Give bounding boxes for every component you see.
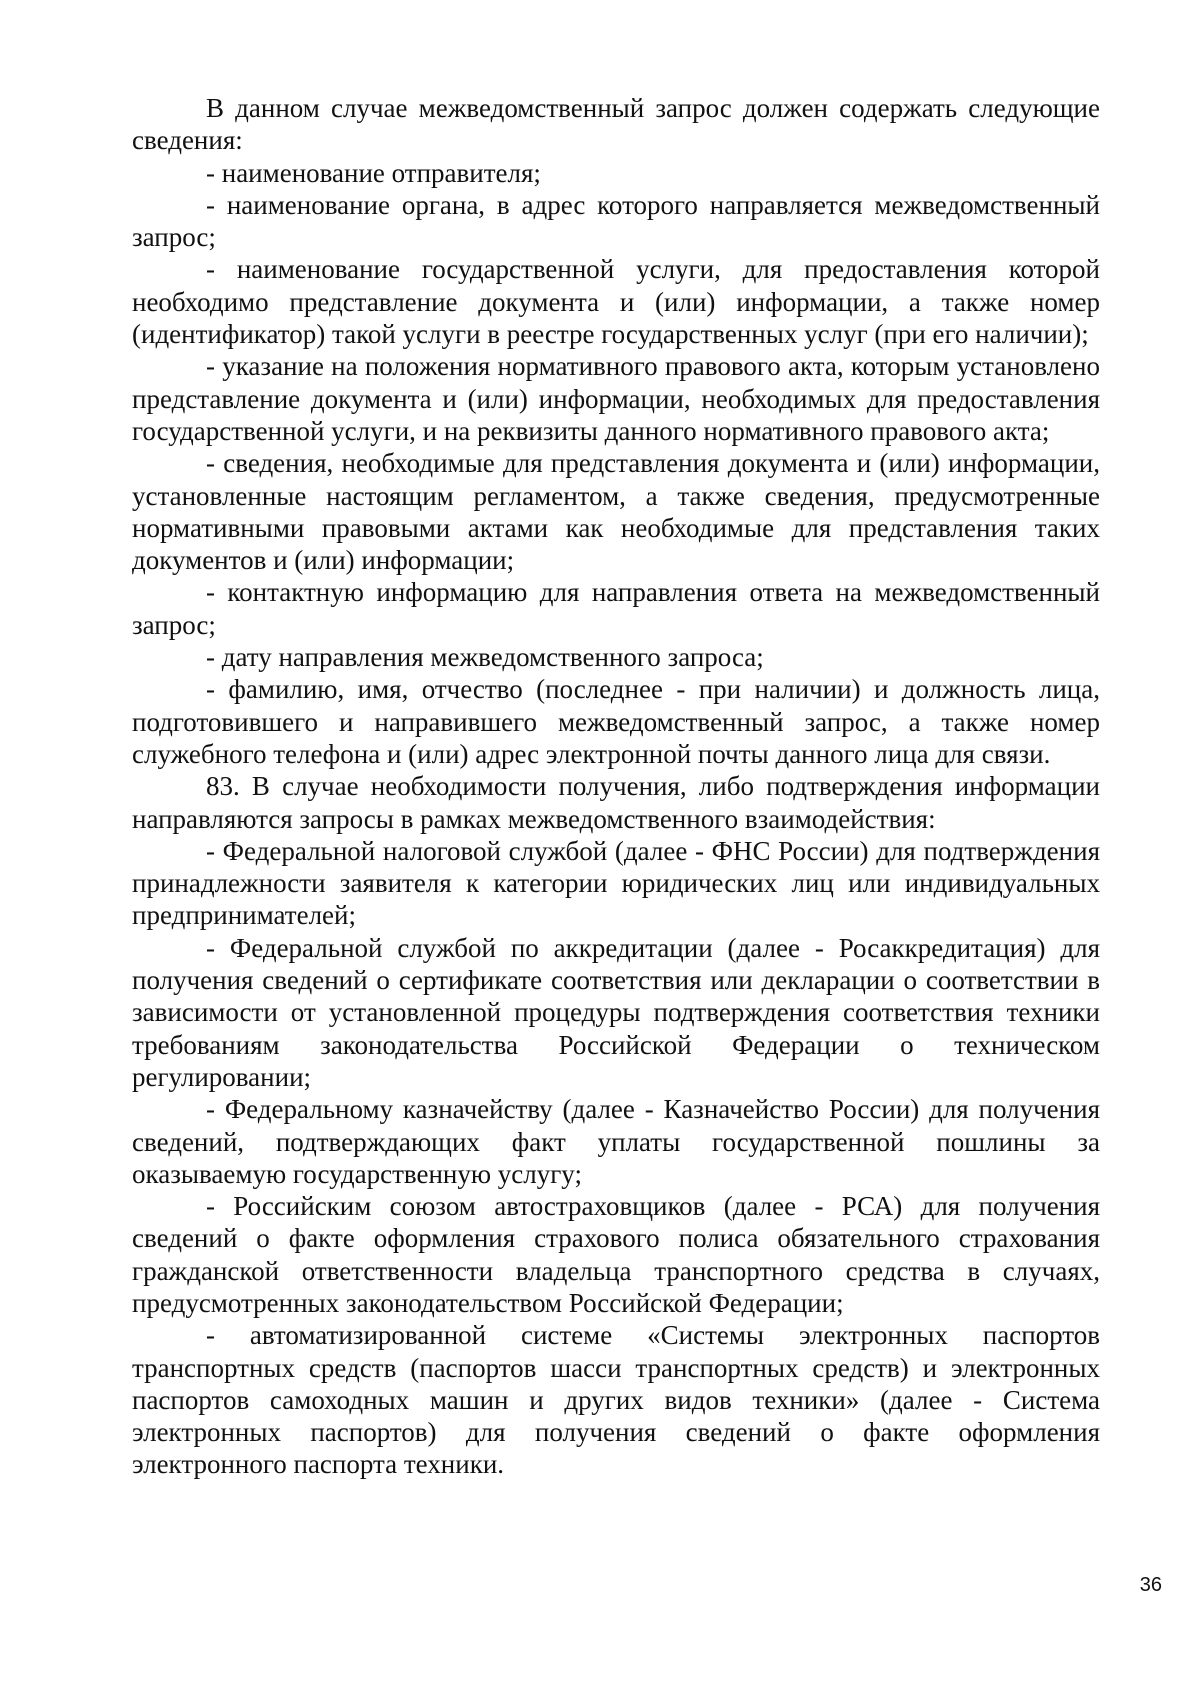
list-item-rosakkreditatsiya: - Федеральной службой по аккредитации (далее - Росаккредитация) для получения сведений о сертификате соответствия или декларации о соответствии в зависимости от установленной процедуры подтверждения соответствия техники требованиям законодательства Российской Федерации о техническом регулировании; bbox=[132, 932, 1100, 1092]
list-item-service-name: - наименование государственной услуги, для предоставления которой необходимо представление документа и (или) информации, а также номер (идентификатор) такой услуги в реестре государственных услуг (при его наличии); bbox=[132, 254, 1100, 350]
list-item-request-date: - дату направления межведомственного запроса; bbox=[206, 642, 764, 673]
list-item-recipient-body: - наименование органа, в адрес которого направляется межведомственный запрос; bbox=[132, 189, 1100, 253]
list-item-legal-act: - указание на положения нормативного правового акта, которым установлено представление документа и (или) информации, необходимых для предоставления государственной услуги, и на реквизиты данного нормативного правового акта; bbox=[132, 351, 1100, 446]
list-item-sender-name: - наименование отправителя; bbox=[206, 157, 541, 188]
page-number: 36 bbox=[1139, 1574, 1162, 1596]
list-item-electronic-passports: - автоматизированной системе «Системы электронных паспортов транспортных средств (паспортов шасси транспортных средств) и электронных паспортов самоходных машин и других видов техники» (далее - Система электронных паспортов) для получения сведений о факте оформления электронного паспорта техники. bbox=[132, 1320, 1100, 1480]
list-item-fns: - Федеральной налоговой службой (далее - ФНС России) для подтверждения принадлежности заявителя к категории юридических лиц или индивидуальных предпринимателей; bbox=[132, 835, 1100, 931]
list-item-treasury: - Федеральному казначейству (далее - Казначейство России) для получения сведений, подтверждающих факт уплаты государственной пошлины за оказываемую государственную услугу; bbox=[132, 1094, 1100, 1189]
list-item-required-info: - сведения, необходимые для представления документа и (или) информации, установленные настоящим регламентом, а также сведения, предусмотренные нормативными правовыми актами как необходимые для представления таких документов и (или) информации; bbox=[132, 448, 1100, 576]
list-item-contact-info: - контактную информацию для направления ответа на межведомственный запрос; bbox=[132, 577, 1100, 640]
list-item-rsa: - Российским союзом автостраховщиков (далее - РСА) для получения сведений о факте оформления страхового полиса обязательного страхования гражданской ответственности владельца транспортного средства в случаях, предусмотренных законодательством Российской Федерации; bbox=[132, 1191, 1100, 1318]
paragraph-83: 83. В случае необходимости получения, либо подтверждения информации направляются запросы в рамках межведомственного взаимодействия: bbox=[132, 771, 1100, 834]
document-body bbox=[132, 92, 1100, 1481]
list-item-responsible-person: - фамилию, имя, отчество (последнее - при наличии) и должность лица, подготовившего и направившего межведомственный запрос, а также номер служебного телефона и (или) адрес электронной почты данного лица для связи. bbox=[132, 674, 1100, 769]
paragraph-intro: В данном случае межведомственный запрос должен содержать следующие сведения: bbox=[132, 93, 1100, 156]
